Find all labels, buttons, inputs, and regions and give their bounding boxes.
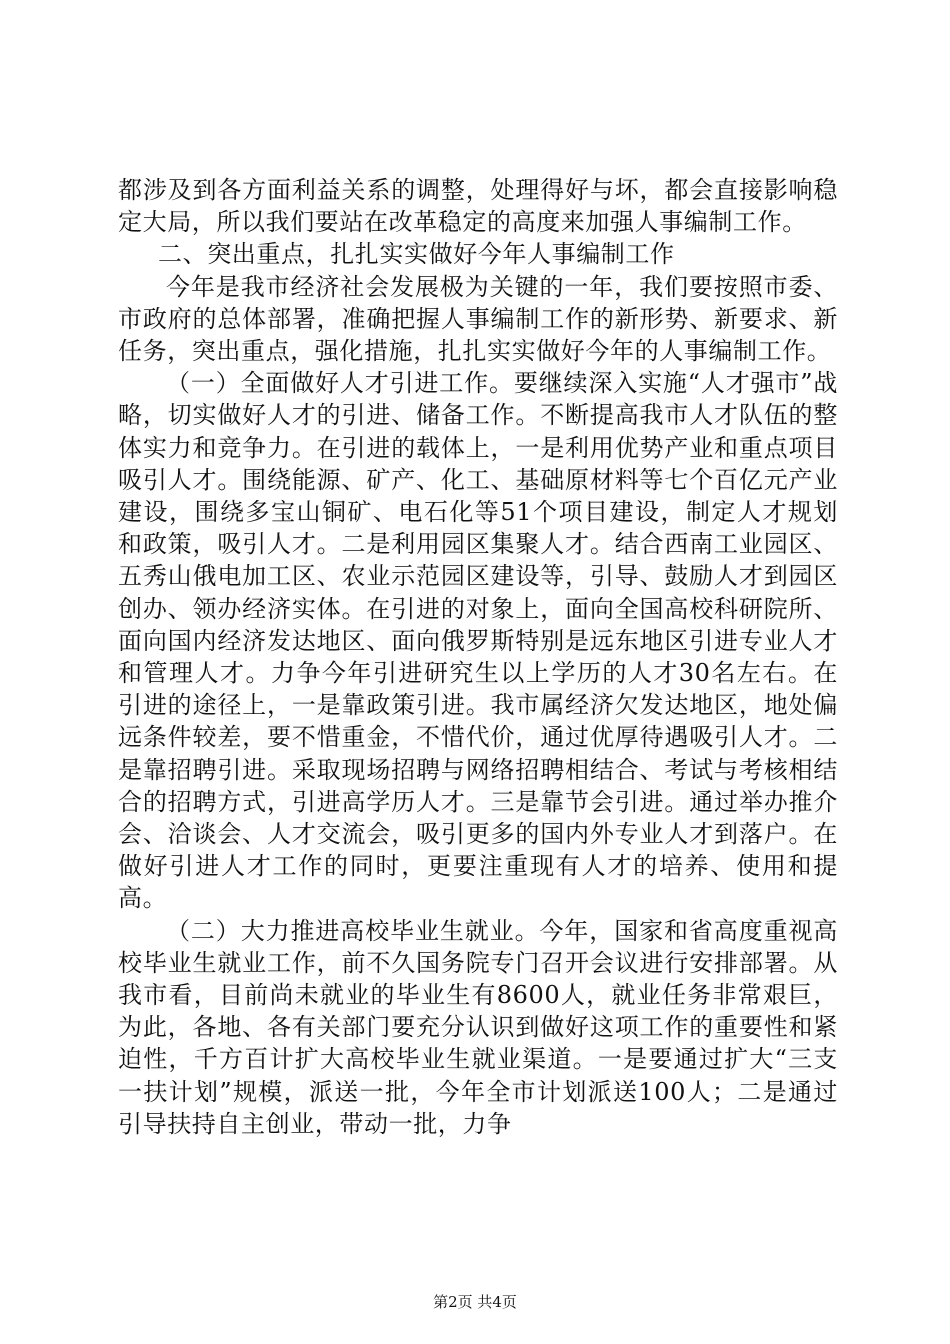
paragraph-intro: 今年是我市经济社会发展极为关键的一年，我们要按照市委、市政府的总体部署，准确把握人事编制工作的新形势、新要求、新任务，突出重点，强化措施，扎扎实实做好今年的人事编制工作。: [118, 272, 838, 366]
paragraph-item-1: （一）全面做好人才引进工作。要继续深入实施“人才强市”战略，切实做好人才的引进、储备工作。不断提高我市人才队伍的整体实力和竞争力。在引进的载体上，一是利用优势产业和重点项目吸引人才。围绕能源、矿产、化工、基础原材料等七个百亿元产业建设，围绕多宝山铜矿、电石化等51个项目建设，制定人才规划和政策，吸引人才。二是利用园区集聚人才。结合西南工业园区、五秀山俄电加工区、农业示范园区建设等，引导、鼓励人才到园区创办、领办经济实体。在引进的对象上，面向全国高校科研院所、面向国内经济发达地区、面向俄罗斯特别是远东地区引进专业人才和管理人才。力争今年引进研究生以上学历的人才30名左右。在引进的途径上，一是靠政策引进。我市属经济欠发达地区，地处偏远条件较差，要不惜重金，不惜代价，通过优厚待遇吸引人才。二是靠招聘引进。采取现场招聘与网络招聘相结合、考试与考核相结合的招聘方式，引进高学历人才。三是靠节会引进。通过举办推介会、洽谈会、人才交流会，吸引更多的国内外专业人才到落户。在做好引进人才工作的同时，更要注重现有人才的培养、使用和提高。: [118, 369, 838, 913]
page-number-footer: 第2页 共4页: [433, 1293, 517, 1311]
document-body: [118, 174, 838, 1140]
paragraph-item-2: （二）大力推进高校毕业生就业。今年，国家和省高度重视高校毕业生就业工作，前不久国务院专门召开会议进行安排部署。从我市看，目前尚未就业的毕业生有8600人，就业任务非常艰巨，为此，各地、各有关部门要充分认识到做好这项工作的重要性和紧迫性，千方百计扩大高校毕业生就业渠道。一是要通过扩大“三支一扶计划”规模，派送一批，今年全市计划派送100人；二是通过引导扶持自主创业，带动一批，力争: [118, 916, 838, 1138]
paragraph-continuation: 都涉及到各方面利益关系的调整，处理得好与坏，都会直接影响稳定大局，所以我们要站在改革稳定的高度来加强人事编制工作。: [118, 176, 838, 237]
section-heading: 二、突出重点，扎扎实实做好今年人事编制工作: [158, 240, 675, 269]
